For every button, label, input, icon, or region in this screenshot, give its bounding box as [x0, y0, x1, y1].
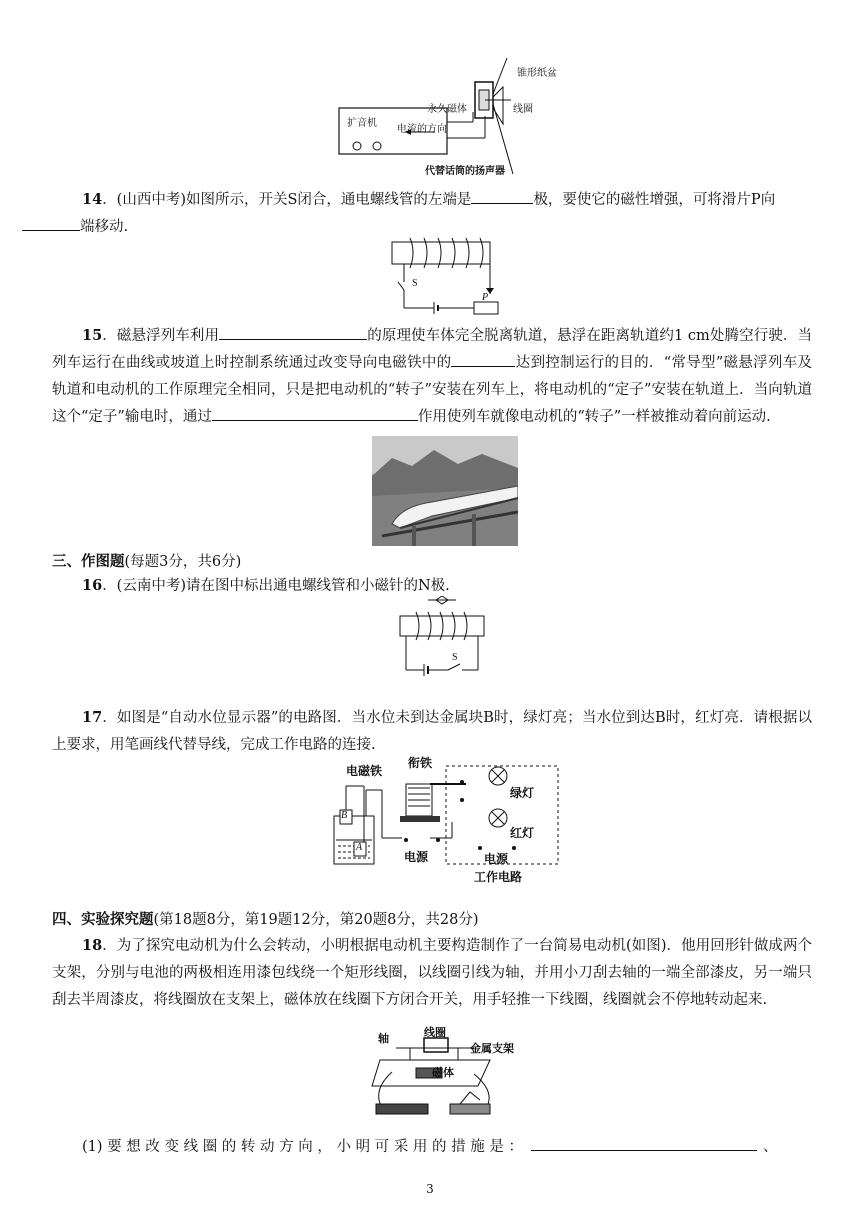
q17-number: 17: [82, 709, 103, 726]
maglev-train-photo: [372, 436, 518, 546]
electromagnet-label: 电磁铁: [346, 764, 383, 778]
q15-text-4: 作用使列车就像电动机的“转子”一样被推动着向前运动.: [417, 409, 771, 425]
solenoid-circuit-16: [398, 596, 488, 678]
q15-blank-3[interactable]: [212, 406, 418, 421]
metal-bracket-label: 金属支架: [470, 1042, 514, 1055]
section-4-title: 四、实验探究题: [52, 911, 154, 928]
q18-1-text: (1) 要 想 改 变 线 圈 的 转 动 方 向 ， 小 明 可 采 用 的 措 施 是 ：: [82, 1139, 523, 1155]
question-17: [52, 704, 812, 759]
q14-text-3: 端移动.: [80, 219, 129, 235]
armature-label: 衔铁: [408, 756, 433, 770]
figure-17-water-level: [330, 756, 562, 884]
q14-number: 14: [82, 191, 103, 208]
solenoid-circuit-14: [390, 236, 500, 318]
q18-1-blank[interactable]: [531, 1136, 757, 1151]
green-lamp-label: 绿灯: [510, 786, 535, 800]
amp-label: 扩音机: [347, 118, 377, 129]
q18-number: 18: [82, 937, 103, 954]
page-number: 3: [426, 1182, 434, 1196]
figure-14-solenoid: [390, 236, 500, 318]
question-18-part-1: [52, 1134, 812, 1161]
switch-s-label: S: [412, 278, 418, 289]
q15-number: 15: [82, 327, 103, 344]
coil-label-18: 线圈: [424, 1026, 446, 1039]
section-3-title: 三、作图题: [52, 553, 125, 570]
work-circuit-label: 工作电路: [474, 870, 523, 884]
section-4-note: (第18题8分，第19题12分，第20题8分，共28分): [153, 912, 479, 928]
axis-label: 轴: [378, 1032, 389, 1045]
q15-text-1: ．磁悬浮列车利用: [102, 328, 220, 344]
q18-text: ．为了探究电动机为什么会转动，小明根据电动机主要构造制作了一台简易电动机(如图)．他用回形针做成两个支架，分别与电池的两极相连用漆包线绕一个矩形线圈，以线圈引线为轴，并用小刀刮去轴的一端全部漆皮，另一端只刮去半周漆皮，将线圈放在支架上，磁体放在线圈下方闭合开关，用手轻推一下线圈，线圈就会不停地转动起来.: [52, 938, 812, 1008]
question-18: [52, 932, 812, 1014]
question-14: [52, 186, 812, 241]
figure-16-solenoid: [398, 596, 488, 678]
slider-p-label: P: [482, 292, 489, 303]
q18-1-tail: 、: [762, 1139, 778, 1155]
current-direction-label: 电流的方向: [397, 124, 447, 135]
maglev-train-image: [372, 436, 518, 546]
cone-label: 锥形纸盆: [517, 68, 557, 79]
section-3-note: (每题3分，共6分): [124, 554, 242, 570]
q15-text-2: 的原理使车体完全脱离轨道，悬浮在距离轨道约1 cm处腾空行驶．当列车运行在曲线或坡道上时控制系统通过改变导向电磁铁中的: [52, 328, 813, 371]
coil-label: 线圈: [513, 104, 533, 115]
q14-blank-1[interactable]: [471, 189, 533, 204]
q16-number: 16: [82, 577, 103, 594]
speaker-caption: 代替话筒的扬声器: [425, 166, 505, 177]
q15-blank-2[interactable]: [451, 352, 515, 367]
metal-a-label: A: [356, 842, 363, 853]
q14-text-1: ．(山西中考)如图所示，开关S闭合，通电螺线管的左端是: [102, 192, 472, 208]
magnet-label-18: 磁体: [432, 1066, 454, 1079]
q16-text: ．(云南中考)请在图中标出通电螺线管和小磁针的N极.: [102, 578, 450, 594]
figure-18-motor: [370, 1026, 514, 1120]
q14-text-2: 极，要使它的磁性增强，可将滑片P向: [533, 192, 776, 208]
q15-text-3: 达到控制运行的目的．“常导型”磁悬浮列车及轨道和电动机的工作原理完全相同，只是把电动机的“转子”安装在列车上，将电动机的“定子”安装在轨道上．当向轨道这个“定子”输电时，通过: [52, 355, 813, 425]
q15-blank-1[interactable]: [219, 325, 367, 340]
magnet-label: 永久磁体: [427, 104, 467, 115]
power-source-label-2: 电源: [484, 852, 509, 866]
q14-blank-2[interactable]: [22, 216, 80, 231]
power-source-label-1: 电源: [404, 850, 429, 864]
q17-text: ．如图是“自动水位显示器”的电路图．当水位未到达金属块B时，绿灯亮；当水位到达B时，红灯亮．请根据以上要求，用笔画线代替导线，完成工作电路的连接.: [52, 710, 812, 753]
metal-b-label: B: [341, 810, 348, 821]
switch-s-label-16: S: [452, 652, 458, 663]
red-lamp-label: 红灯: [510, 826, 535, 840]
section-4-heading: [52, 906, 812, 934]
question-15: [52, 322, 812, 431]
speaker-figure: [335, 52, 565, 180]
